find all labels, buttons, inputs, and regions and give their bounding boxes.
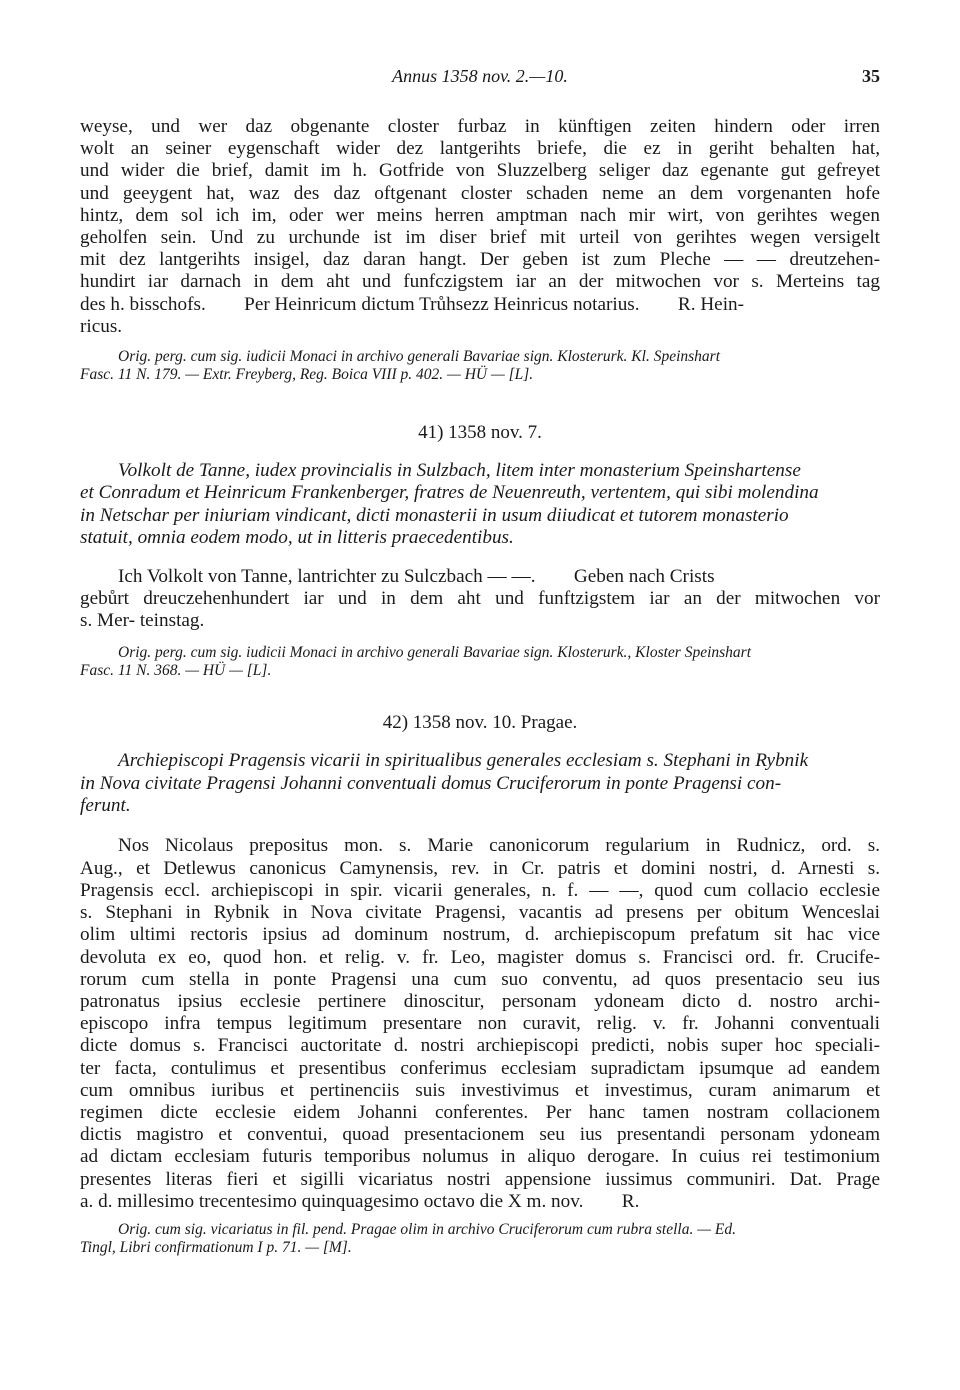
summary-line: in Nova civitate Pragensi Johanni conventuali domus Cruciferorum in ponte Pragensi con- [80, 772, 782, 794]
note-line: Fasc. 11 N. 179. — Extr. Freyberg, Reg. Boica VIII p. 402. — HÜ — [L]. [80, 366, 534, 384]
summary-line: in Netschar per iniuriam vindicant, dicti monasterii in usum diiudicat et tutorem monasterio [80, 504, 789, 526]
note-line: Fasc. 11 N. 368. — HÜ — [L]. [80, 662, 272, 680]
text-line: episcopo infra tempus legitimum presentare non curavit, relig. v. fr. Johanni conventuali [80, 1013, 880, 1035]
text-line: hintz, dem sol ich im, oder wer meins herren amptman nach mir wirt, von gerihtes wegen [80, 204, 880, 226]
text-line: mit dez lantgerihts insigel, daz daran hangt. Der geben ist zum Pleche — — dreutzehen- [80, 249, 880, 271]
text-line: geholfen sein. Und zu urchunde ist im diser brief mit urteil von gerihtes wegen versigelt [80, 227, 880, 249]
text-line: Nos Nicolaus prepositus mon. s. Marie canonicorum regularium in Rudnicz, ord. s. [118, 835, 880, 857]
book-page [80, 62, 880, 1257]
text-line: und geeygent hat, waz des daz oftgenant closter schaden neme an dem vorgenanten hofe [80, 182, 880, 204]
doc41-text [80, 566, 880, 633]
text-line: patronatus ipsius ecclesie pertinere dinoscitur, personam ydoneam dicto d. nostro archi- [80, 990, 880, 1012]
text-line: wolt an seiner eygenschaft wider dez lantgerihts briefe, die ez in geriht behalten hat, [80, 138, 880, 160]
doc42-source-note [80, 1221, 880, 1257]
text-line: hundirt iar darnach in dem aht und funfczigstem iar an der mitwochen vor s. Merteins tag [80, 271, 880, 293]
doc41-source-note [80, 644, 880, 680]
text-line: Ich Volkolt von Tanne, lantrichter zu Sulczbach — —. Geben nach Crists [118, 565, 715, 587]
text-line: ter facta, contulimus et presentibus conferimus ecclesiam supradictam ipsumque ad eandem [80, 1057, 880, 1079]
text-line: a. d. millesimo trecentesimo quinquagesimo octavo die X m. nov. R. [80, 1190, 640, 1212]
note-line: Orig. cum sig. vicariatus in fil. pend. Pragae olim in archivo Cruciferorum cum rubra stella. — Ed. [118, 1220, 736, 1238]
text-line: presentes literas fieri et sigilli vicariatus nostri appensione iussimus communiri. Dat. Prage [80, 1168, 880, 1190]
summary-line: Volkolt de Tanne, iudex provincialis in Sulzbach, litem inter monasterium Speinshartense [118, 460, 801, 482]
text-line: olim ultimi rectoris ipsius ad dominum nostrum, d. archiepiscopum prefatum sit hac vice [80, 924, 880, 946]
summary-line: Archiepiscopi Pragensis vicarii in spiritualibus generales ecclesiam s. Stephani in Rybnik [118, 750, 809, 772]
page-number: 35 [862, 66, 880, 86]
text-line: devoluta ex eo, quod hon. et relig. v. fr. Leo, magister domus s. Francisci ord. fr. Crucife- [80, 946, 880, 968]
text-line: weyse, und wer daz obgenante closter furbaz in künftigen zeiten hindern oder irren [80, 116, 880, 137]
text-line: ricus. [80, 315, 123, 337]
text-line: gebůrt dreuczehenhundert iar und in dem aht und funftzigstem iar an der mitwochen vor [80, 587, 880, 609]
text-line: s. Stephani in Rybnik in Nova civitate Pragensi, vacantis ad presens per obitum Wenceslai [80, 902, 880, 924]
text-line: rorum cum stella in ponte Pragensi una cum suo conventu, ad quos presentacio seu ius [80, 968, 880, 990]
text-line: dictis magistro et conventui, quoad presentacionem seu ius presentandi personam ydoneam [80, 1124, 880, 1146]
note-line: Orig. perg. cum sig. iudicii Monaci in archivo generali Bavariae sign. Klosterurk., Kloster Speinshart [118, 644, 752, 662]
text-line: s. Mer- teinstag. [80, 610, 205, 632]
doc41-summary [80, 460, 880, 550]
summary-line: et Conradum et Heinricum Frankenberger, fratres de Neuenreuth, vertentem, qui sibi molendina [80, 482, 819, 504]
text-line: dicte domus s. Francisci auctoritate d. nostri archiepiscopi predicti, nobis super hoc speciali- [80, 1035, 880, 1057]
note-line: Tingl, Libri confirmationum I p. 71. — [M]. [80, 1238, 352, 1256]
doc42-heading: 42) 1358 nov. 10. Pragae. [382, 712, 578, 734]
doc42-text [80, 835, 880, 1212]
summary-line: statuit, omnia eodem modo, ut in litteris praecedentibus. [80, 527, 514, 549]
doc41-heading: 41) 1358 nov. 7. [418, 422, 542, 444]
doc40-text [80, 116, 880, 338]
text-line: ad dictam ecclesiam futuris temporibus nolumus in aliquo derogare. In cuius rei testimonium [80, 1146, 880, 1168]
text-line: Aug., et Detlewus canonicus Camynensis, rev. in Cr. patris et domini nostri, d. Arnesti s. [80, 857, 880, 879]
doc42-summary [80, 750, 880, 817]
text-line: des h. bisschofs. Per Heinricum dictum Trůhsezz Heinricus notarius. R. Hein- [80, 293, 745, 315]
text-line: cum omnibus iuribus et pertinenciis suis investivimus et investimus, curam animarum et [80, 1079, 880, 1101]
text-line: regimen dicte ecclesie eidem Johanni conferentes. Per hanc tamen nostram collacionem [80, 1101, 880, 1123]
summary-line: ferunt. [80, 795, 131, 817]
doc40-source-note [80, 348, 880, 384]
text-line: und wider die brief, damit im h. Gotfride von Sluzzelberg seliger daz egenante gut gefreyet [80, 160, 880, 182]
running-head: Annus 1358 nov. 2.—10. [392, 66, 568, 86]
text-line: Pragensis eccl. archiepiscopi in spir. vicarii generales, n. f. — —, quod cum collacio ecclesie [80, 879, 880, 901]
page-header [80, 62, 880, 92]
note-line: Orig. perg. cum sig. iudicii Monaci in archivo generali Bavariae sign. Klosterurk. Kl. Speinshart [118, 348, 721, 366]
